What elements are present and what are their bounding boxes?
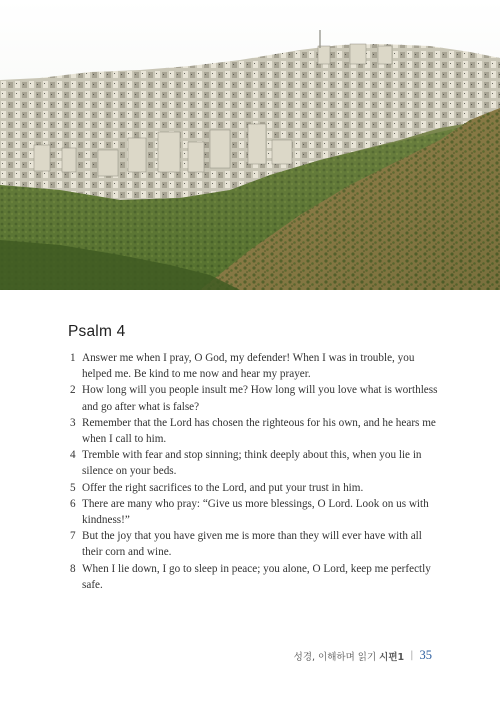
verse-text: Remember that the Lord has chosen the righteous for his own, and he hears me when I call to him. bbox=[82, 416, 436, 446]
book-title-volume: 시편1 bbox=[379, 651, 405, 663]
verse-text: When I lie down, I go to sleep in peace; you alone, O Lord, keep me perfectly safe. bbox=[82, 562, 431, 591]
verse-7 bbox=[70, 528, 440, 560]
verse-1 bbox=[70, 350, 440, 382]
page-footer bbox=[294, 648, 432, 663]
landscape-photo bbox=[0, 0, 500, 290]
verse-text: Answer me when I pray, O God, my defender! When I was in trouble, you helped me. Be kind to me now and hear my prayer. bbox=[82, 352, 415, 381]
verse-text: How long will you people insult me? How long will you love what is worthless and go after what is false? bbox=[82, 384, 438, 413]
verse-number: 8 bbox=[70, 562, 76, 575]
verse-6 bbox=[70, 496, 440, 528]
book-title bbox=[294, 649, 404, 663]
verse-text: Tremble with fear and stop sinning; think deeply about this, when you lie in silence on your beds. bbox=[82, 449, 422, 478]
verse-4 bbox=[70, 447, 440, 479]
verse-number: 6 bbox=[70, 497, 76, 510]
page-title: Psalm 4 bbox=[68, 323, 126, 340]
page-number: 35 bbox=[419, 648, 432, 662]
verse-number: 7 bbox=[70, 530, 76, 543]
verse-number: 5 bbox=[70, 481, 76, 494]
verse-text: Offer the right sacrifices to the Lord, and put your trust in him. bbox=[82, 481, 364, 494]
verse-3 bbox=[70, 415, 440, 447]
verse-text: There are many who pray: “Give us more blessings, O Lord. Look on us with kindness!” bbox=[82, 497, 429, 527]
verse-number: 4 bbox=[70, 449, 76, 462]
verse-number: 1 bbox=[70, 352, 76, 364]
verse-number: 2 bbox=[70, 384, 76, 397]
verse-text: But the joy that you have given me is more than they will ever have with all their corn and wine. bbox=[82, 530, 422, 559]
book-title-prefix: 성경, 이해하며 읽기 bbox=[293, 651, 377, 663]
verse-2 bbox=[70, 382, 440, 414]
verse-5 bbox=[70, 480, 440, 496]
verse-8 bbox=[70, 561, 440, 593]
hillside-city-image bbox=[0, 0, 500, 290]
verse-number: 3 bbox=[70, 416, 76, 429]
footer-separator: | bbox=[410, 650, 414, 661]
verse-list bbox=[70, 350, 440, 593]
